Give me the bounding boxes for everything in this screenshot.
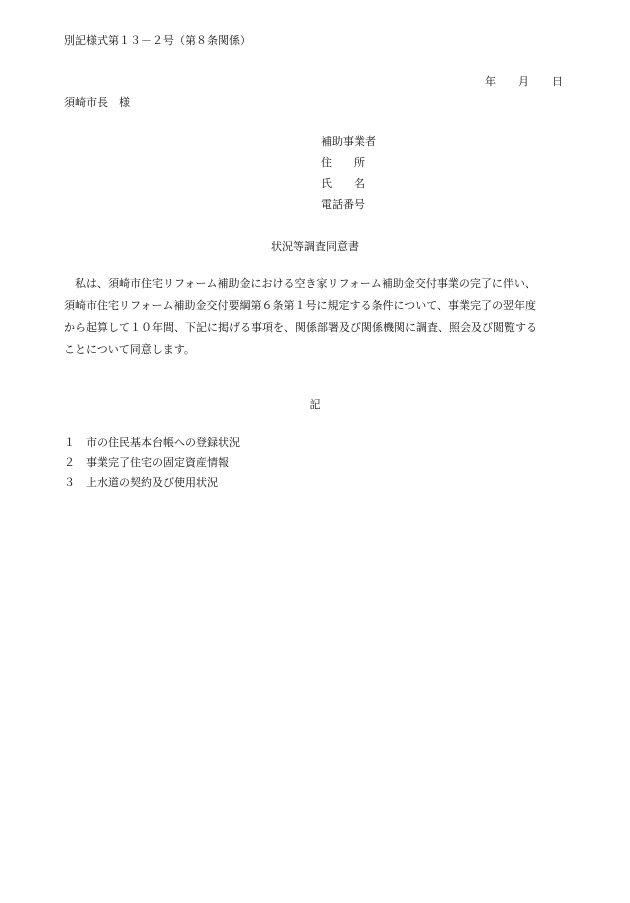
item-number: １ (64, 436, 75, 449)
date-month: 月 (518, 75, 529, 88)
body-line: 私は、須崎市住宅リフォーム補助金における空き家リフォーム補助金交付事業の完了に伴い、 (64, 277, 536, 290)
body-line: 須崎市住宅リフォーム補助金交付要綱第６条第１号に規定する条件について、事業完了の翌年度 (64, 299, 537, 312)
list-item (64, 456, 240, 476)
ki-heading: 記 (309, 398, 321, 411)
applicant-address-label: 住 所 (321, 156, 365, 169)
date-day: 日 (552, 75, 563, 88)
consent-body (64, 273, 569, 361)
applicant-block (321, 135, 376, 219)
list-item (64, 436, 240, 456)
date-line (485, 75, 563, 89)
item-text: 市の住民基本台帳への登録状況 (86, 436, 240, 449)
item-text: 事業完了住宅の固定資産情報 (86, 456, 229, 469)
item-list (64, 436, 240, 496)
body-line: から起算して１０年間、下記に掲げる事項を、関係部署及び関係機関に調査、照会及び閲覧する (64, 321, 537, 334)
item-number: ３ (64, 476, 75, 489)
body-line: ことについて同意します。 (64, 343, 195, 356)
item-number: ２ (64, 456, 75, 469)
form-number: 別記様式第１３－２号（第８条関係） (64, 34, 251, 47)
item-text: 上水道の契約及び使用状況 (86, 476, 218, 489)
applicant-title: 補助事業者 (321, 135, 376, 148)
addressee: 須崎市長 様 (64, 96, 130, 109)
document-title: 状況等調査同意書 (271, 240, 359, 253)
applicant-phone-label: 電話番号 (321, 198, 365, 211)
date-year: 年 (485, 75, 496, 88)
applicant-name-label: 氏 名 (321, 177, 365, 190)
list-item (64, 476, 240, 496)
